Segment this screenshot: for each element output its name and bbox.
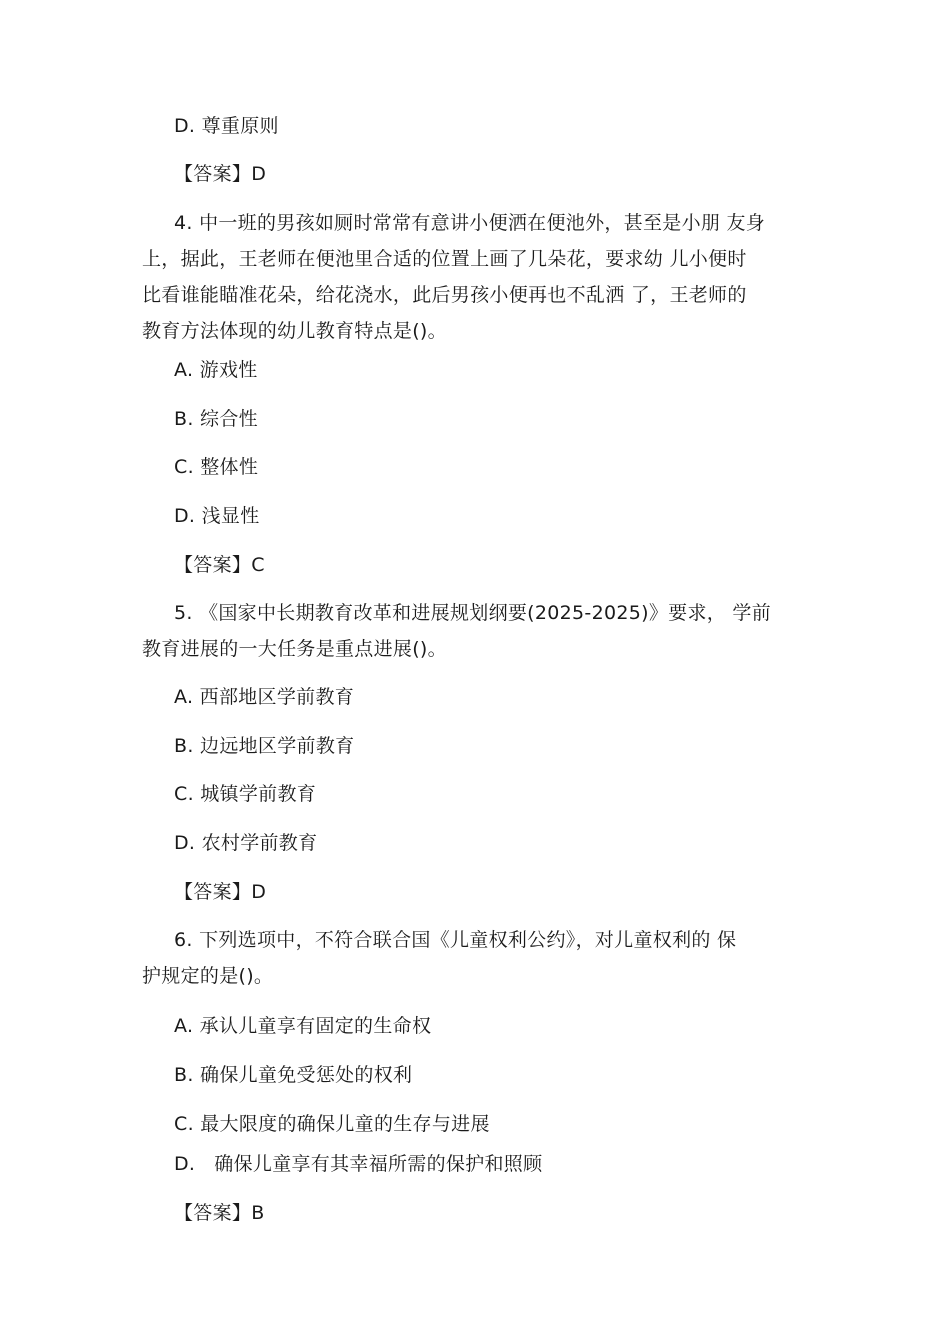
q5-option-a: A. 西部地区学前教育 <box>174 686 355 708</box>
q5-stem-line-2: 教育进展的一大任务是重点进展()。 <box>142 638 447 660</box>
q6-option-d: D. 确保儿童享有其幸福所需的保护和照顾 <box>174 1153 543 1175</box>
q4-option-a: A. 游戏性 <box>174 359 258 381</box>
q4-stem-line-4: 教育方法体现的幼儿教育特点是()。 <box>142 320 447 342</box>
q6-stem-line-2: 护规定的是()。 <box>142 965 274 987</box>
q4-answer: 【答案】C <box>174 554 265 576</box>
q3-answer: 【答案】D <box>174 163 267 185</box>
q5-answer: 【答案】D <box>174 881 267 903</box>
q6-option-c: C. 最大限度的确保儿童的生存与进展 <box>174 1113 490 1135</box>
q3-option-d: D. 尊重原则 <box>174 115 279 137</box>
q4-option-b: B. 综合性 <box>174 408 258 430</box>
q6-option-a: A. 承认儿童享有固定的生命权 <box>174 1015 432 1037</box>
q4-stem-line-2: 上，据此，王老师在便池里合适的位置上画了几朵花，要求幼 儿小便时 <box>142 248 747 270</box>
q6-answer: 【答案】B <box>174 1202 265 1224</box>
q4-stem-line-3: 比看谁能瞄准花朵，给花浇水，此后男孩小便再也不乱洒 了，王老师的 <box>142 284 747 306</box>
q5-option-c: C. 城镇学前教育 <box>174 783 317 805</box>
q5-option-b: B. 边远地区学前教育 <box>174 735 355 757</box>
q4-option-d: D. 浅显性 <box>174 505 260 527</box>
q6-option-b: B. 确保儿童免受惩处的权利 <box>174 1064 413 1086</box>
q4-option-c: C. 整体性 <box>174 456 259 478</box>
q5-option-d: D. 农村学前教育 <box>174 832 318 854</box>
q5-stem-line-1: 5. 《国家中长期教育改革和进展规划纲要(2025-2025)》要求， 学前 <box>174 602 771 624</box>
q4-stem-line-1: 4. 中一班的男孩如厕时常常有意讲小便洒在便池外，甚至是小朋 友身 <box>174 212 766 234</box>
q6-stem-line-1: 6. 下列选项中，不符合联合国《儿童权利公约》，对儿童权利的 保 <box>174 929 737 951</box>
